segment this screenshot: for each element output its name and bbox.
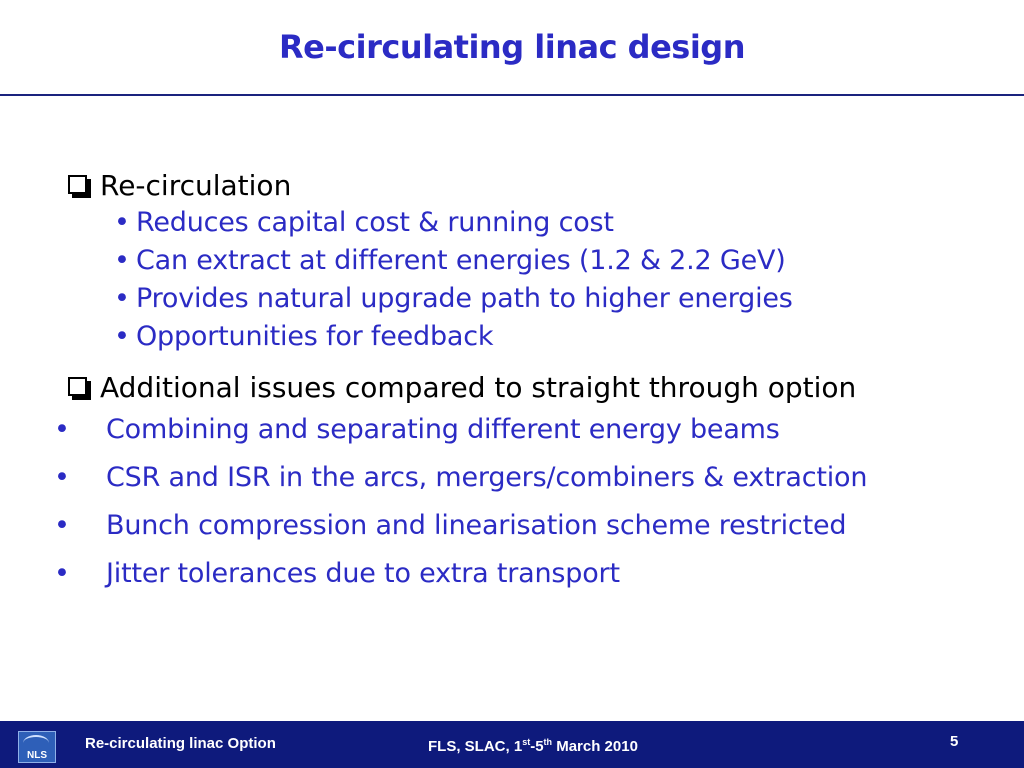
footer-event-date: FLS, SLAC, 1st-5th March 2010	[428, 737, 638, 755]
bullet-dot-icon: •	[54, 414, 70, 445]
section-recirculation	[68, 168, 998, 356]
bullet-dot-icon: •	[114, 321, 130, 352]
list-item-text: CSR and ISR in the arcs, mergers/combiners & extraction	[106, 462, 868, 493]
title-divider	[0, 94, 1024, 96]
footer-presentation-title: Re-circulating linac Option	[85, 735, 276, 752]
bullet-list	[68, 204, 998, 356]
section-heading-text: Re-circulation	[100, 169, 292, 202]
section-heading	[68, 168, 998, 204]
section-additional-issues	[54, 370, 998, 598]
bullet-dot-icon: •	[54, 558, 70, 589]
bullet-dot-icon: •	[54, 510, 70, 541]
section-heading	[68, 370, 998, 406]
list-item-text: Reduces capital cost & running cost	[136, 207, 614, 238]
list-item	[54, 502, 998, 550]
list-item-text: Can extract at different energies (1.2 & 2.2 GeV)	[136, 245, 786, 276]
bullet-dot-icon: •	[114, 245, 130, 276]
list-item-text: Combining and separating different energy beams	[106, 414, 780, 445]
section-heading-text: Additional issues compared to straight through option	[100, 371, 857, 404]
list-item	[114, 280, 998, 318]
list-item	[54, 454, 998, 502]
list-item	[114, 204, 998, 242]
bullet-dot-icon: •	[54, 462, 70, 493]
slide-content	[54, 168, 998, 598]
bullet-list	[38, 406, 998, 598]
nls-logo	[18, 731, 56, 763]
list-item-text: Provides natural upgrade path to higher energies	[136, 283, 793, 314]
slide-title: Re-circulating linac design	[279, 28, 745, 66]
checkbox-bullet-icon	[68, 377, 90, 399]
list-item	[54, 406, 998, 454]
list-item-text: Jitter tolerances due to extra transport	[106, 558, 620, 589]
logo-curve-icon	[23, 735, 49, 751]
bullet-dot-icon: •	[114, 207, 130, 238]
list-item	[114, 318, 998, 356]
list-item-text: Opportunities for feedback	[136, 321, 494, 352]
page-number: 5	[950, 733, 959, 750]
bullet-dot-icon: •	[114, 283, 130, 314]
list-item	[114, 242, 998, 280]
logo-text: NLS	[27, 750, 47, 761]
list-item	[54, 550, 998, 598]
list-item-text: Bunch compression and linearisation scheme restricted	[106, 510, 847, 541]
footer-bar	[0, 721, 1024, 768]
checkbox-bullet-icon	[68, 175, 90, 197]
